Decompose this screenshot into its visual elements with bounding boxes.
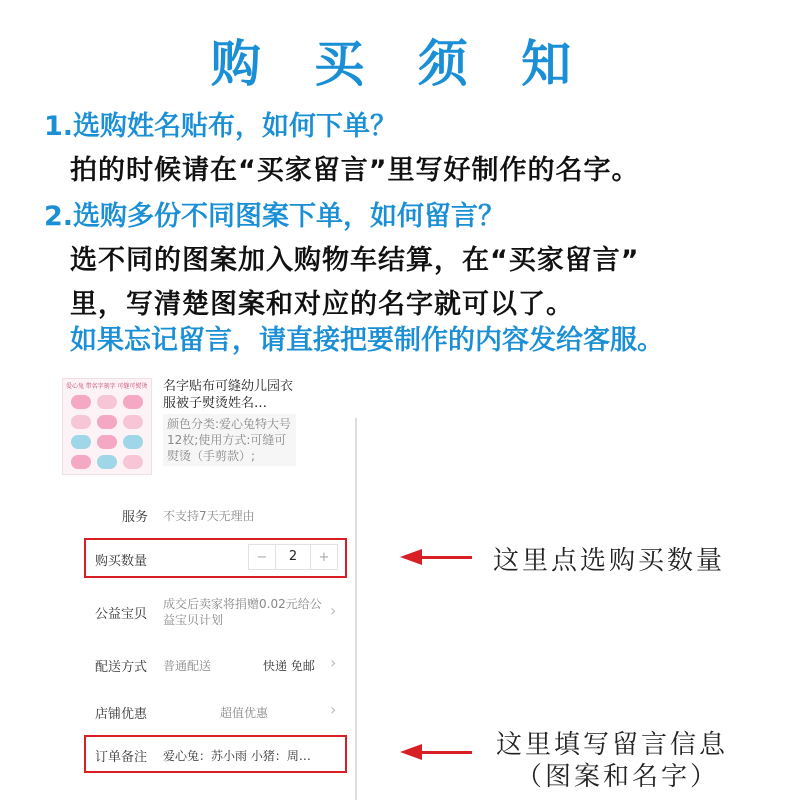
remark-label: 订单备注 xyxy=(95,750,148,765)
sticker-image xyxy=(71,395,91,409)
page-title: 购 买 须 知 xyxy=(210,35,590,93)
remark-note: 这里填写留言信息 xyxy=(496,730,729,760)
shipping-type: 普通配送 xyxy=(163,659,212,673)
sticker-image xyxy=(123,435,143,449)
sticker-image xyxy=(97,395,117,409)
reminder-text: 如果忘记留言，请直接把要制作的内容发给客服。 xyxy=(70,325,664,356)
sticker-image xyxy=(71,415,91,429)
sticker-image xyxy=(97,415,117,429)
discount-label: 店铺优惠 xyxy=(95,707,148,722)
sticker-image xyxy=(123,455,143,469)
service-value: 不支持7天无理由 xyxy=(163,509,255,523)
increment-button[interactable]: + xyxy=(318,549,330,565)
charity-value: 成交后卖家将捐赠0.02元给公益宝贝计划 xyxy=(163,597,322,627)
decrement-button[interactable]: − xyxy=(256,549,268,565)
arrow-shaft xyxy=(420,751,472,754)
product-title[interactable]: 名字贴布可缝幼儿园衣服被子熨烫姓名… xyxy=(163,379,294,411)
left-arrow-icon xyxy=(400,744,422,760)
sticker-image xyxy=(71,455,91,469)
arrow-shaft xyxy=(420,556,472,559)
quantity-label: 购买数量 xyxy=(95,554,148,569)
chevron-right-icon[interactable]: › xyxy=(330,601,337,620)
remark-subnote: （图案和名字） xyxy=(516,762,720,792)
answer-2-line-2: 里，写清楚图案和对应的名字就可以了。 xyxy=(70,289,574,320)
left-arrow-icon xyxy=(400,549,422,565)
sticker-image xyxy=(123,395,143,409)
question-1: 1.选购姓名贴布，如何下单？ xyxy=(44,111,398,142)
charity-label: 公益宝贝 xyxy=(95,607,148,622)
question-2: 2.选购多份不同图案下单，如何留言？ xyxy=(44,201,506,232)
sticker-image xyxy=(71,435,91,449)
discount-value[interactable]: 超值优惠 xyxy=(220,706,269,720)
chevron-right-icon[interactable]: › xyxy=(330,700,337,719)
quantity-stepper[interactable] xyxy=(248,544,338,570)
sticker-image xyxy=(97,435,117,449)
quantity-note: 这里点选购买数量 xyxy=(493,546,726,576)
panel-divider xyxy=(355,418,357,800)
service-label: 服务 xyxy=(122,510,149,525)
quantity-value[interactable]: 2 xyxy=(275,545,311,569)
sticker-image xyxy=(123,415,143,429)
answer-2-line-1: 选不同的图案加入购物车结算，在“买家留言” xyxy=(70,245,640,276)
sticker-image xyxy=(97,455,117,469)
answer-1: 拍的时候请在“买家留言”里写好制作的名字。 xyxy=(70,155,640,186)
shipping-value[interactable]: 快递 免邮 xyxy=(263,659,315,673)
shipping-label: 配送方式 xyxy=(95,660,148,675)
thumbnail-caption: 爱心兔 带名字刻字 可缝可熨烫 xyxy=(66,384,148,390)
remark-input[interactable]: 爱心兔：苏小雨 小猪：周… xyxy=(163,749,311,763)
product-thumbnail[interactable] xyxy=(62,378,152,475)
chevron-right-icon[interactable]: › xyxy=(330,653,337,672)
product-variant: 颜色分类:爱心兔特大号12枚;使用方式:可缝可熨烫（手剪款）; xyxy=(163,414,296,466)
